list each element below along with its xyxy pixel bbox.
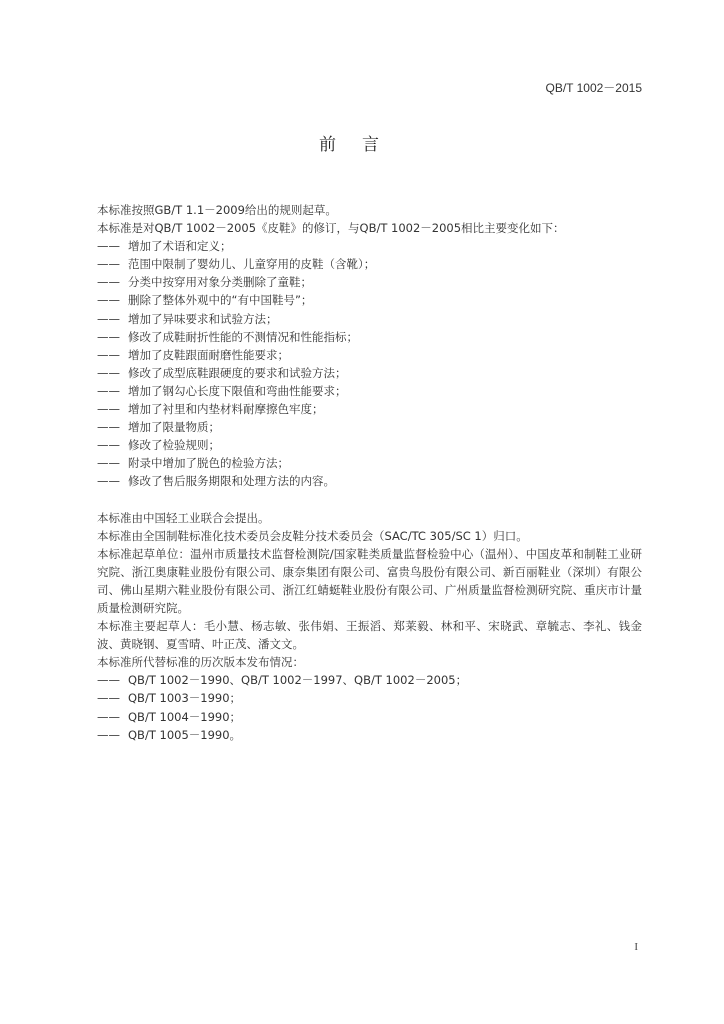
- page-number: I: [634, 941, 638, 953]
- drafting-units: 本标准起草单位：温州市质量技术监督检测院/国家鞋类质量监督检验中心（温州）、中国皮革和制鞋工业研究院、浙江奥康鞋业股份有限公司、康奈集团有限公司、富贵鸟股份有限公司、新百丽鞋业（深圳）有限公司、佛山星期六鞋业股份有限公司、浙江红蜻蜓鞋业股份有限公司、广州质量监督检测研究院、重庆市计量质量检测研究院。: [97, 546, 642, 615]
- paragraph-gap: [97, 491, 642, 509]
- list-item: —— 增加了限量物质；: [97, 420, 220, 435]
- list-item: —— 增加了钢勾心长度下限值和弯曲性能要求；: [97, 383, 347, 398]
- page-title: 前言: [319, 135, 405, 155]
- standard-code: QB/T 1002－2015: [545, 81, 642, 95]
- proposed-by: 本标准由中国轻工业联合会提出。: [97, 510, 270, 525]
- list-item: —— QB/T 1003－1990；: [97, 691, 242, 706]
- list-item: —— 删除了整体外观中的“有中国鞋号”；: [97, 293, 313, 308]
- drafters: 本标准主要起草人：毛小慧、杨志敏、张伟娟、王振滔、郑莱毅、林和平、宋晓武、章毓志、李礼、钱金波、黄晓钢、夏雪晴、叶正茂、潘文文。: [97, 619, 642, 652]
- list-item: —— 修改了售后服务期限和处理方法的内容。: [97, 474, 335, 489]
- changes-list: [97, 237, 642, 490]
- preface-body: [97, 201, 642, 744]
- list-item: —— 修改了检验规则；: [97, 438, 220, 453]
- list-item: —— 修改了成型底鞋跟硬度的要求和试验方法；: [97, 365, 347, 380]
- history-list: [97, 671, 642, 743]
- list-item: —— 分类中按穿用对象分类删除了童鞋；: [97, 275, 312, 290]
- history-intro: 本标准所代替标准的历次版本发布情况：: [97, 655, 304, 670]
- list-item: —— QB/T 1002－1990、QB/T 1002－1997、QB/T 1002－2005；: [97, 673, 468, 688]
- list-item: —— 增加了皮鞋跟面耐磨性能要求；: [97, 347, 289, 362]
- intro-line-1: 本标准按照GB/T 1.1－2009给出的规则起草。: [97, 203, 337, 217]
- list-item: —— 附录中增加了脱色的检验方法；: [97, 456, 289, 471]
- list-item: —— QB/T 1004－1990；: [97, 709, 242, 724]
- list-item: —— 增加了术语和定义；: [97, 239, 232, 254]
- list-item: —— 修改了成鞋耐折性能的不测情况和性能指标；: [97, 329, 358, 344]
- list-item: —— 增加了异味要求和试验方法；: [97, 311, 278, 326]
- intro-line-2: 本标准是对QB/T 1002－2005《皮鞋》的修订，与QB/T 1002－2005相比主要变化如下：: [97, 221, 565, 236]
- list-item: —— 范围中限制了婴幼儿、儿童穿用的皮鞋（含靴）；: [97, 257, 376, 272]
- list-item: —— 增加了衬里和内垫材料耐摩擦色牢度；: [97, 402, 324, 417]
- list-item: —— QB/T 1005－1990。: [97, 727, 242, 742]
- centralized-by: 本标准由全国制鞋标准化技术委员会皮鞋分技术委员会（SAC/TC 305/SC 1）归口。: [97, 528, 528, 543]
